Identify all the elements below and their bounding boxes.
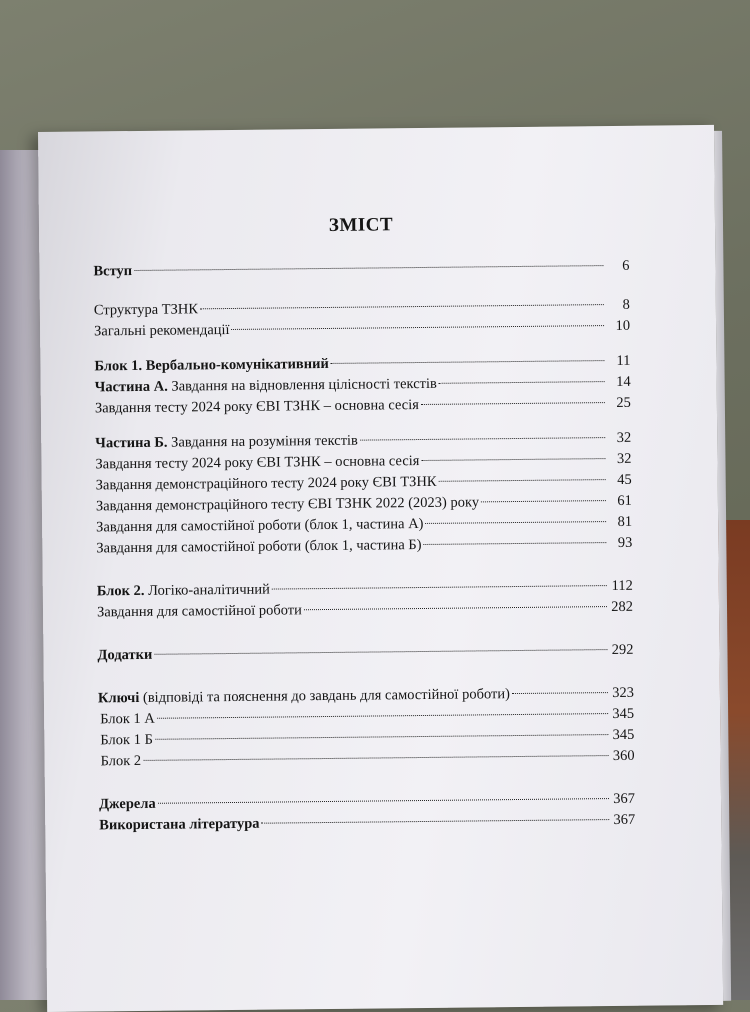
toc-leader-dots: [261, 818, 609, 824]
toc-entry-label-text: Завдання на розуміння текстів: [167, 432, 358, 451]
toc-page-number: 32: [616, 429, 632, 446]
toc-entry-label-bold: Ключі: [97, 689, 140, 707]
toc-entry-label: [100, 730, 153, 752]
toc-entry-label-text: Джерела: [98, 795, 156, 813]
toc-page-number: 6: [622, 257, 630, 274]
toc-leader-dots: [439, 380, 605, 384]
toc-page-number: 45: [617, 471, 632, 488]
toc-leader-dots: [157, 712, 608, 719]
table-of-contents: [93, 212, 635, 837]
toc-entry-label-text: Завдання на відновлення цілісності текстів: [167, 375, 437, 395]
toc-leader-dots: [272, 584, 607, 590]
toc-title: ЗМІСТ: [328, 214, 394, 236]
toc-leader-dots: [158, 797, 609, 804]
toc-page-number: 8: [622, 296, 630, 313]
toc-entry-label: [96, 535, 421, 559]
toc-entry-label: [99, 814, 259, 837]
toc-page-number: 14: [616, 373, 631, 390]
toc-entry-label: [93, 261, 132, 282]
toc-leader-dots: [154, 648, 607, 655]
toc-entry-label: [97, 580, 270, 603]
toc-leader-dots: [304, 605, 607, 610]
toc-entry-label: [94, 320, 230, 342]
toc-leader-dots: [481, 499, 606, 502]
toc-leader-dots: [200, 303, 604, 309]
toc-entry: [99, 810, 635, 837]
toc-entry-label-text: Завдання тесту 2024 року ЄВІ ТЗНК – основна сесія: [94, 397, 419, 417]
toc-entry-label: [94, 354, 329, 377]
toc-page-number: 360: [612, 747, 635, 765]
toc-leader-dots: [421, 401, 605, 405]
toc-entry-label-text: Завдання для самостійної роботи: [96, 602, 302, 621]
toc-leader-dots: [439, 478, 606, 482]
toc-page-number: 112: [611, 577, 633, 595]
toc-entry-label-bold: Частина Б.: [95, 434, 168, 452]
toc-leader-dots: [421, 457, 605, 461]
toc-entry-label-text: Блок 2: [100, 752, 142, 770]
toc-entry-label-text: Завдання демонстраційного тесту ЄВІ ТЗНК 2022 (2023) року: [95, 494, 480, 515]
toc-entry-label-text: (відповіді та пояснення до завдань для самостійної роботи): [139, 686, 510, 706]
toc-page-number: 367: [613, 811, 636, 829]
toc-entry-label: [98, 684, 510, 709]
toc-page-number: 345: [612, 726, 635, 744]
toc-page-number: 25: [616, 394, 631, 411]
toc-body: [93, 256, 635, 837]
toc-leader-dots: [143, 754, 608, 761]
toc-entry-label-text: Логіко-аналітичний: [144, 581, 270, 599]
toc-leader-dots: [424, 541, 607, 545]
toc-entry-label-text: Загальні рекомендації: [94, 322, 230, 340]
toc-entry-label-text: Блок 1. Вербально-комунікативний: [94, 355, 329, 375]
toc-entry-label: [95, 395, 419, 419]
toc-page-number: 345: [612, 705, 635, 723]
toc-entry-label: [100, 751, 141, 772]
toc-entry-label-text: Блок 1 Б: [100, 731, 153, 749]
toc-entry-label-text: Використана література: [99, 815, 260, 834]
toc-page-number: 323: [612, 684, 634, 702]
toc-leader-dots: [155, 733, 608, 740]
toc-page-number: 61: [617, 492, 632, 509]
toc-entry-label-bold: Блок 2.: [96, 582, 145, 600]
toc-entry-label-text: Завдання демонстраційного тесту 2024 року ЄВІ ТЗНК: [95, 473, 437, 494]
toc-entry-label-text: Завдання для самостійної роботи (блок 1, частина А): [96, 515, 424, 536]
toc-leader-dots: [134, 264, 603, 271]
toc-entry-label-text: Вступ: [93, 263, 133, 280]
book-page: [38, 125, 723, 1012]
toc-entry-label-text: Завдання тесту 2024 року ЄВІ ТЗНК – основна сесія: [95, 453, 420, 473]
toc-entry-label-text: Завдання для самостійної роботи (блок 1, частина Б): [96, 537, 422, 557]
toc-entry-label-text: Додатки: [97, 646, 153, 664]
toc-leader-dots: [512, 691, 608, 694]
toc-page-number: 93: [617, 534, 633, 551]
toc-leader-dots: [360, 436, 605, 441]
toc-page-number: 282: [611, 598, 634, 616]
toc-page-number: 10: [615, 317, 631, 334]
toc-entry-label: [97, 645, 152, 667]
toc-page-number: 81: [617, 513, 633, 530]
toc-leader-dots: [232, 324, 605, 330]
toc-leader-dots: [425, 520, 606, 524]
toc-page-number: 32: [616, 450, 632, 467]
toc-entry-label: [97, 600, 302, 623]
toc-entry-label: [94, 299, 198, 321]
toc-page-number: 292: [611, 641, 634, 659]
toc-entry-label-text: Блок 1 А: [100, 710, 155, 728]
toc-entry-label: [95, 431, 358, 455]
toc-entry-label: [100, 709, 155, 731]
toc-entry-label: [99, 794, 156, 816]
toc-leader-dots: [331, 359, 605, 364]
toc-entry-label-bold: Частина А.: [94, 378, 168, 396]
toc-page-number: 367: [613, 790, 636, 808]
toc-page-number: 11: [616, 352, 631, 369]
toc-entry-label-text: Структура ТЗНК: [93, 301, 199, 319]
